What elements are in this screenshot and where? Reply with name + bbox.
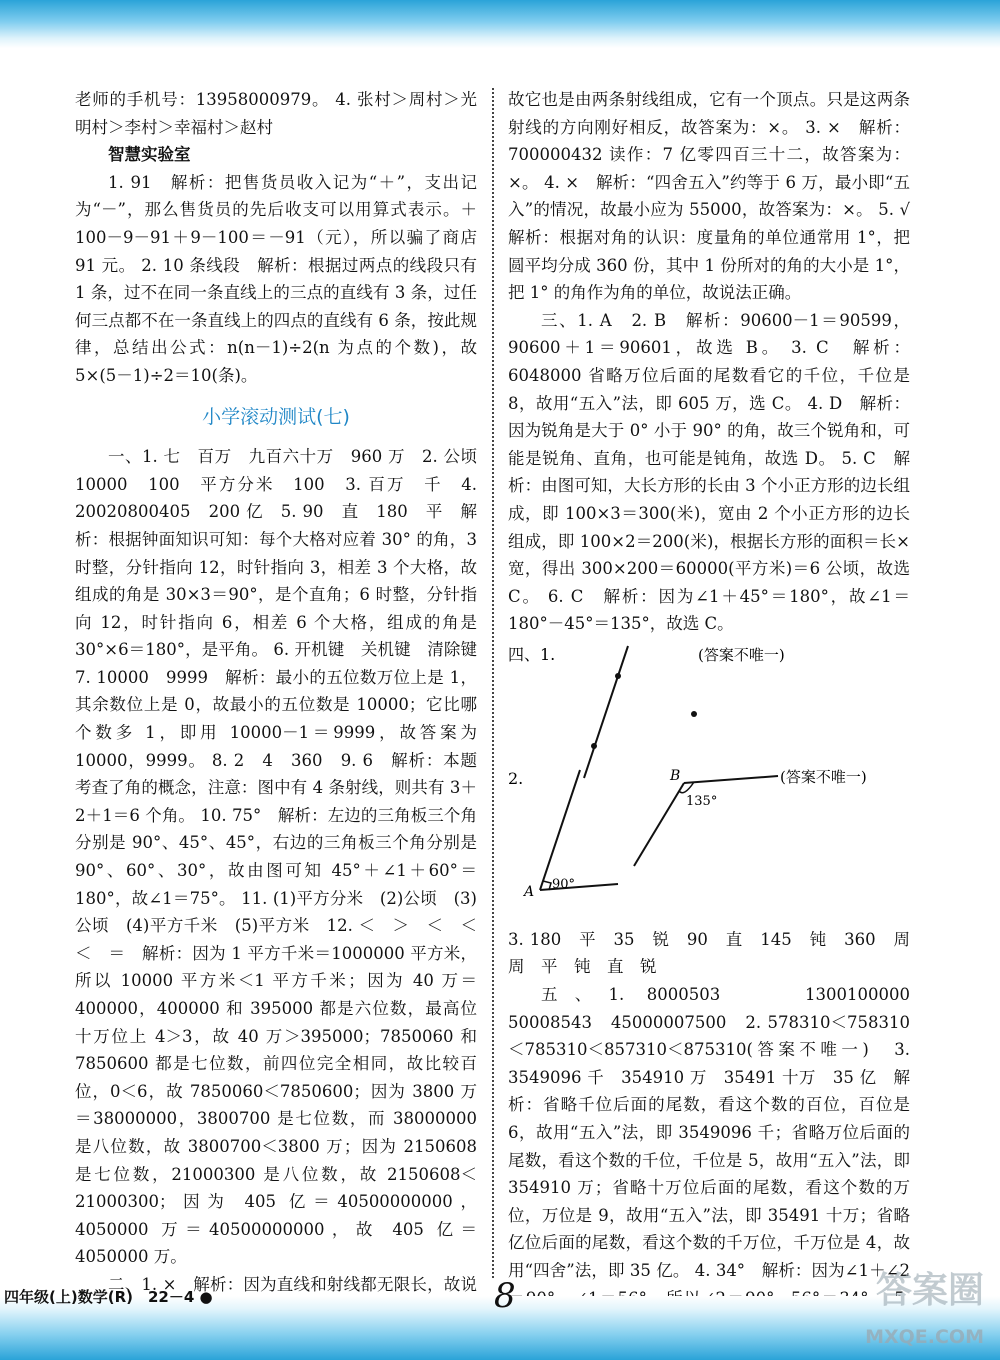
left-paragraph-2: 1. 91 解析：把售货员收入记为“＋”，支出记为“－”，那么售货员的先后收支可以用算式表示。＋100－9－91＋9－100＝－91（元），所以骗了商店 91 元。 2. 10 条线段 解析：根据过两点的线段只有 1 条，过不在同一条直线上的三点的直线有 3 条，过任何三点都不在一条直线上的四点的直线有 6 条，按此规律，总结出公式：n(n－1)÷2(n 为点的个数)，故 5×(5－1)÷2＝10(条)。 [75, 172, 477, 385]
angle-a-ray-1 [540, 770, 580, 890]
test-section-title: 小学滚动测试(七) [202, 405, 350, 428]
right-column [508, 86, 927, 1340]
page-number: 8 [494, 1276, 516, 1316]
watermark-url: MXQE.COM [865, 1326, 984, 1348]
point-b-label: B [670, 767, 681, 784]
note-2: (答案不唯一) [780, 767, 867, 786]
left-paragraph-3: 一、1. 七 百万 九百六十万 960 万 2. 公顷 10000 100 平方分米 100 3. 百万 千 4. 20020800405 200 亿 5. 90 直 180 平 解析：根据钟面知识可知：每个大格对应着 30° 的角，3 时整，分针指向 12，时针指向 3，相差 3 个大格，故组成的角是 30×3＝90°，是个直角；6 时整，分针指向 12，时针指向 6，相差 6 个大格，组成的角是 30°×6＝180°，是平角。 6. 开机键 关机键 清除键 7. 10000 9999 解析：最小的五位数万位上是 1，其余数位上是 0，故最小的五位数是 10000；它比哪个数多 1，即用 10000－1＝9999，故答案为 10000，9999。 8. 2 4 360 9. 6 解析：本题考查了角的概念，注意：图中有 4 条射线，则共有 3＋2＋1＝6 个角。 10. 75° 解析：左边的三角板三个角分别是 90°、45°、45°，右边的三角板三个角分别是 90°、60°、30°，故由图可知 45°＋∠1＋60°＝180°，故∠1＝75°。 11. (1)平方分米 (2)公顷 (3)公顷 (4)平方千米 (5)平方米 12. ＜ ＞ ＜ ＜ ＜ ＝ 解析：因为 1 平方千米＝1000000 平方米，所以 10000 平方米＜1 平方千米；因为 40 万＝400000，400000 和 395000 都是六位数，最高位十万位上 4＞3，故 40 万＞395000；7850060 和 7850600 都是七位数，前四位完全相同，故比较百位，0＜6，故 7850060＜7850600；因为 3800 万＝38000000，3800700 是七位数，而 38000000 是八位数，故 3800700＜3800 万；因为 2150608 是七位数，21000300 是八位数，故 2150608＜21000300；因为 405 亿＝40500000000，4050000 万＝40500000000，故 405 亿＝4050000 万。 [75, 447, 494, 1267]
q2-label: 2. [508, 768, 524, 788]
right-paragraph-2: 三、1. A 2. B 解析：90600－1＝90599，90600＋1＝90601，故选 B。 3. C 解析：6048000 省略万位后面的尾数看它的千位，千位是 8，故用“五入”法，即 605 万，选 C。 4. D 解析：因为锐角是大于 0° 小于 90° 的角，故三个锐角和，可能是锐角、直角，也可能是钝角，故选 D。 5. C 解析：由图可知，大长方形的长由 3 个小正方形的边长组成，即 100×3＝300(米)，宽由 2 个小正方形的边长组成，即 100×2＝200(米)，根据长方形的面积＝长×宽，得出 300×200＝60000(平方米)＝6 公顷，故选 C。 6. C 解析：因为∠1＋45°＝180°，故∠1＝180°－45°＝135°，故选 C。 [508, 310, 910, 634]
angle-a-value: 90° [552, 876, 576, 892]
geometry-figures-svg [508, 642, 910, 920]
watermark-logo-text: 答案圈 [875, 1270, 984, 1311]
angle-b-value: 135° [686, 793, 718, 809]
left-paragraph-1: 老师的手机号：13958000979。 4. 张村＞周村＞光明村＞李村＞幸福村＞赵村 [75, 90, 477, 137]
point-3 [691, 711, 697, 717]
right-paragraph-3: 3. 180 平 35 锐 90 直 145 钝 360 周 周 平 钝 直 锐 [508, 929, 927, 977]
note-1: (答案不唯一) [698, 645, 785, 664]
line-through-two-points [584, 646, 628, 778]
right-paragraph-1: 故它也是由两条射线组成，它有一个顶点。只是这两条射线的方向刚好相反，故答案为：×。 3. × 解析：700000432 读作：7 亿零四百三十二，故答案为：×。 4. × 解析：“四舍五入”约等于 6 万，最小即“五入”的情况，故最小应为 55000，故答案为：×。 5. √ 解析：根据对角的认识：度量角的单位通常用 1°，把圆平均分成 360 份，其中 1 份所对的角的大小是 1°，把 1° 的角作为角的单位，故说法正确。 [508, 90, 927, 303]
geometry-figures [508, 642, 910, 920]
left-paragraph-4: 二、1. × 解析：因为直线和射线都无限长，故说 [108, 1274, 477, 1294]
right-paragraph-4: 五、1. 8000503 1300100000 50008543 45000007500 2. 578310＜758310＜785310＜857310＜875310(答案不唯一) 3. 3549096 千 354910 万 35491 十万 35 亿 解析：省略千位后面的尾数，看这个数的百位，百位是 6，故用“五入”法，即 3549096 千；省略万位后面的尾数，看这个数的千位，千位是 5，故用“五入”法，即 354910 万；省略十万位后面的尾数，看这个数的万位，万位是 9，故用“五入”法，即 35491 十万；省略亿位后面的尾数，看这个数的千万位，千万位是 4，故用“四舍”法，即 35 亿。 4. 34° 解析：因为∠1＋∠2 [508, 985, 910, 1280]
top-decorative-band [0, 0, 1000, 48]
q1-label: 四、1. [508, 644, 556, 664]
point-2 [591, 743, 597, 749]
point-1 [615, 673, 621, 679]
point-a-label: A [524, 883, 535, 900]
lab-section-title: 智慧实验室 [108, 145, 191, 165]
angle-b-ray-1 [634, 783, 684, 866]
footer-grade-label: 四年级(上)数学(R) 22－4 ● [4, 1288, 213, 1306]
watermark [836, 1262, 988, 1352]
column-divider [492, 88, 494, 1278]
angle-b-ray-2 [684, 776, 778, 783]
left-column [75, 86, 494, 1326]
